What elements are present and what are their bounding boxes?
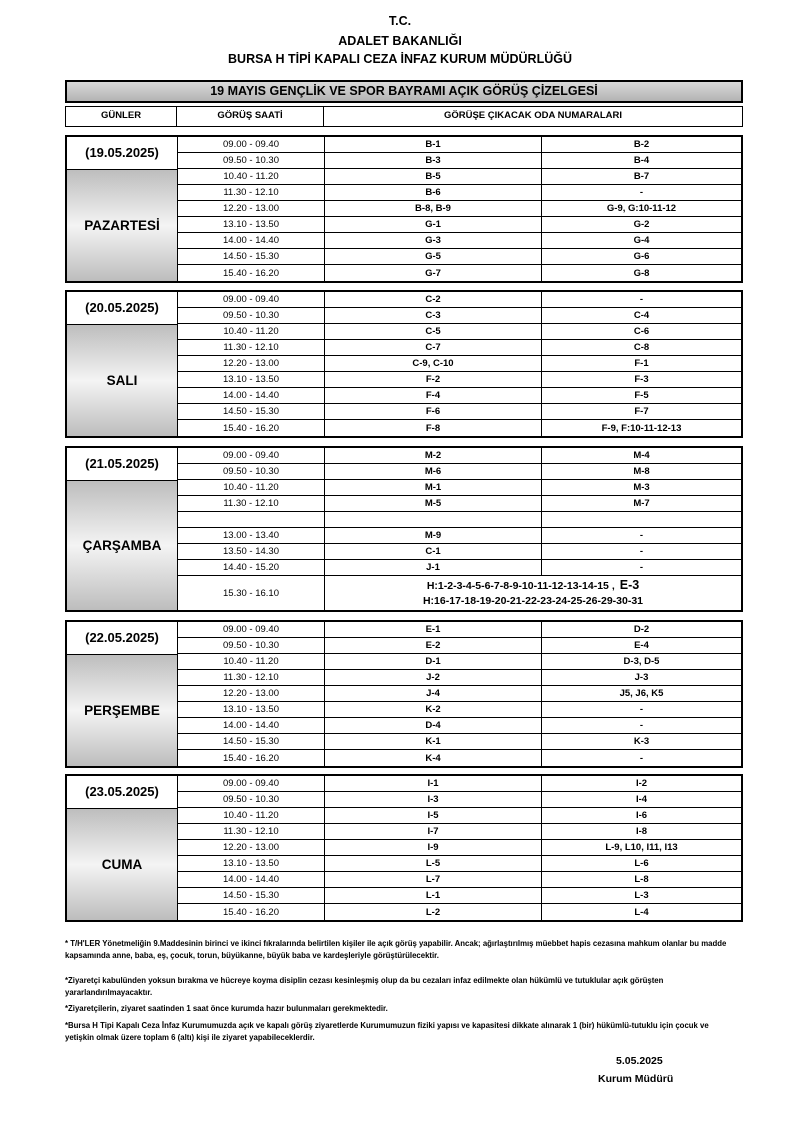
room-group-a: E-2 <box>325 638 542 653</box>
room-group-a: G-3 <box>325 233 542 248</box>
room-group-b: - <box>639 294 644 305</box>
rooms-line-1-text: H:1-2-3-4-5-6-7-8-9-10-11-12-13-14-15 , <box>426 579 615 592</box>
room-group-b: I-8 <box>635 826 648 837</box>
visit-time: 14.00 - 14.40 <box>178 872 325 887</box>
table-row <box>178 702 741 718</box>
table-row <box>178 622 741 638</box>
table-row <box>178 292 741 308</box>
room-group-b: B-7 <box>633 171 650 182</box>
room-group-a: C-1 <box>325 544 542 559</box>
room-group-b: L-3 <box>634 890 649 901</box>
room-group-a: C-5 <box>325 324 542 339</box>
visit-time: 11.30 - 12.10 <box>178 670 325 685</box>
room-group-b: F-5 <box>634 390 649 401</box>
room-group-b: B-4 <box>633 155 650 166</box>
visit-time: 10.40 - 11.20 <box>178 808 325 823</box>
day-name: CUMA <box>67 809 178 920</box>
room-group-b: D-2 <box>633 624 650 635</box>
room-group-b: I-6 <box>635 810 648 821</box>
table-row <box>178 404 741 420</box>
room-group-b: G-6 <box>633 251 650 262</box>
room-group-b: M-3 <box>633 482 650 493</box>
visit-time: 14.00 - 14.40 <box>178 233 325 248</box>
table-row <box>178 904 741 920</box>
visit-time: 10.40 - 11.20 <box>178 480 325 495</box>
visit-time: 11.30 - 12.10 <box>178 340 325 355</box>
visit-time: 12.20 - 13.00 <box>178 201 325 216</box>
visit-time: 14.50 - 15.30 <box>178 404 325 419</box>
visit-time: 10.40 - 11.20 <box>178 169 325 184</box>
col-header-days: GÜNLER <box>65 106 177 127</box>
visit-time: 13.00 - 13.40 <box>178 528 325 543</box>
visit-time: 09.50 - 10.30 <box>178 153 325 168</box>
visit-time: 12.20 - 13.00 <box>178 356 325 371</box>
visit-time: 09.00 - 09.40 <box>178 622 325 637</box>
room-group-a: B-5 <box>325 169 542 184</box>
room-group-a: L-5 <box>325 856 542 871</box>
visit-time <box>178 512 325 527</box>
day-block <box>65 620 743 768</box>
visit-time: 15.30 - 16.10 <box>178 576 325 610</box>
table-row <box>178 718 741 734</box>
day-name: SALI <box>67 325 178 436</box>
room-group-b <box>542 512 741 527</box>
table-row <box>178 670 741 686</box>
table-row <box>178 686 741 702</box>
room-group-b: I-4 <box>635 794 648 805</box>
visit-time: 15.40 - 16.20 <box>178 420 325 436</box>
table-row <box>178 324 741 340</box>
room-group-a: M-5 <box>325 496 542 511</box>
visit-time: 15.40 - 16.20 <box>178 904 325 920</box>
room-group-a: M-9 <box>325 528 542 543</box>
table-row <box>178 137 741 153</box>
visit-time: 15.40 - 16.20 <box>178 750 325 766</box>
room-group-b: G-2 <box>633 219 650 230</box>
table-row <box>178 792 741 808</box>
room-group-a: C-9, C-10 <box>325 356 542 371</box>
room-group-b: C-4 <box>633 310 650 321</box>
room-group-b: E-4 <box>634 640 649 651</box>
table-row <box>178 233 741 249</box>
rooms-line-1 <box>427 578 639 594</box>
room-group-a: L-1 <box>325 888 542 903</box>
table-row <box>178 480 741 496</box>
visit-time: 09.50 - 10.30 <box>178 308 325 323</box>
room-group-b: B-2 <box>633 139 650 150</box>
day-name: ÇARŞAMBA <box>67 481 178 610</box>
room-group-a: I-7 <box>325 824 542 839</box>
table-row <box>178 388 741 404</box>
table-row <box>178 420 741 436</box>
room-group-a: J-1 <box>325 560 542 575</box>
visit-time: 09.50 - 10.30 <box>178 792 325 807</box>
table-row <box>178 201 741 217</box>
table-row <box>178 496 741 512</box>
room-group-a: D-1 <box>325 654 542 669</box>
table-row <box>178 544 741 560</box>
room-group-a: G-7 <box>325 265 542 281</box>
room-group-a: M-2 <box>325 448 542 463</box>
visit-time: 09.00 - 09.40 <box>178 448 325 463</box>
table-row <box>178 153 741 169</box>
room-group-a: L-7 <box>325 872 542 887</box>
col-header-rooms: GÖRÜŞE ÇIKACAK ODA NUMARALARI <box>323 106 743 127</box>
note-2: *Ziyaretçi kabulünden yoksun bırakma ve hücreye koyma disiplin cezası kesinleşmiş olup da bu cezaları infaz edilmekte olan hükümlü ve tutuklular açık görüşten yararlandırılmayacaktır. <box>65 976 664 997</box>
table-row <box>178 340 741 356</box>
room-group-b: F-3 <box>634 374 649 385</box>
room-group-a: K-1 <box>325 734 542 749</box>
visit-time: 11.30 - 12.10 <box>178 824 325 839</box>
note-4: *Bursa H Tipi Kapalı Ceza İnfaz Kurumumuzda açık ve kapalı görüş ziyaretlerde Kurumumuzun fiziki yapısı ve kapasitesi dikkate alınarak 1 (bir) hükümlü-tutuklu için çocuk ve yetişkin olmak üzere toplam 6 (altı) kişi ile ziyaret yapabileceklerdir. <box>65 1021 709 1042</box>
room-group-b: - <box>639 562 644 573</box>
room-group-a: J-2 <box>325 670 542 685</box>
rooms-wide-cell <box>325 576 741 610</box>
room-group-b: - <box>639 187 644 198</box>
table-row <box>178 448 741 464</box>
room-group-a: C-3 <box>325 308 542 323</box>
room-group-a: M-6 <box>325 464 542 479</box>
room-group-b: - <box>639 752 644 764</box>
table-row <box>178 185 741 201</box>
room-group-a: F-2 <box>325 372 542 387</box>
room-group-b: L-6 <box>634 858 649 869</box>
room-group-a: J-4 <box>325 686 542 701</box>
visit-time: 12.20 - 13.00 <box>178 686 325 701</box>
room-group-b: - <box>639 720 644 731</box>
day-block <box>65 290 743 438</box>
table-row <box>178 750 741 766</box>
room-group-a: K-2 <box>325 702 542 717</box>
visit-time: 10.40 - 11.20 <box>178 654 325 669</box>
table-row <box>178 872 741 888</box>
room-group-b: G-8 <box>633 267 650 279</box>
table-row <box>178 308 741 324</box>
room-group-b: G-9, G:10-11-12 <box>606 203 677 214</box>
visit-time: 11.30 - 12.10 <box>178 185 325 200</box>
room-group-b: K-3 <box>633 736 650 747</box>
day-date: (19.05.2025) <box>67 137 178 170</box>
room-group-a: F-4 <box>325 388 542 403</box>
table-row <box>178 464 741 480</box>
room-group-a: L-2 <box>325 904 542 920</box>
room-group-b: M-7 <box>633 498 650 509</box>
room-group-a: B-6 <box>325 185 542 200</box>
room-group-b: J5, J6, K5 <box>619 688 664 699</box>
room-group-a: K-4 <box>325 750 542 766</box>
room-group-b: F-9, F:10-11-12-13 <box>601 422 682 434</box>
table-row <box>178 512 741 528</box>
visit-time: 14.40 - 15.20 <box>178 560 325 575</box>
table-row <box>178 808 741 824</box>
visit-time: 13.10 - 13.50 <box>178 372 325 387</box>
col-header-time: GÖRÜŞ SAATİ <box>176 106 324 127</box>
room-group-a: B-1 <box>325 137 542 152</box>
table-row <box>178 888 741 904</box>
visit-time: 14.00 - 14.40 <box>178 388 325 403</box>
visit-time: 12.20 - 13.00 <box>178 840 325 855</box>
visit-time: 15.40 - 16.20 <box>178 265 325 281</box>
room-group-a: C-2 <box>325 292 542 307</box>
room-group-b: C-6 <box>633 326 650 337</box>
table-row <box>178 217 741 233</box>
visit-time: 13.10 - 13.50 <box>178 702 325 717</box>
room-group-a: F-8 <box>325 420 542 436</box>
rooms-line-1-extra: E-3 <box>619 577 640 592</box>
header-ministry: ADALET BAKANLIĞI <box>338 34 462 48</box>
room-group-a: C-7 <box>325 340 542 355</box>
table-row <box>178 265 741 281</box>
table-row <box>178 372 741 388</box>
visit-time: 13.10 - 13.50 <box>178 856 325 871</box>
rooms-line-2: H:16-17-18-19-20-21-22-23-24-25-26-29-30-31 <box>422 594 644 607</box>
table-row <box>178 528 741 544</box>
room-group-b: - <box>639 530 644 541</box>
signature-date: 5.05.2025 <box>616 1055 663 1067</box>
room-group-b: G-4 <box>633 235 650 246</box>
room-group-b: I-2 <box>635 778 648 789</box>
visit-time: 09.50 - 10.30 <box>178 638 325 653</box>
table-row <box>178 638 741 654</box>
room-group-b: J-3 <box>634 672 649 683</box>
visit-time: 13.50 - 14.30 <box>178 544 325 559</box>
room-group-b: C-8 <box>633 342 650 353</box>
room-group-a: M-1 <box>325 480 542 495</box>
room-group-b: M-4 <box>633 450 650 461</box>
visit-time: 14.50 - 15.30 <box>178 888 325 903</box>
day-block <box>65 135 743 283</box>
table-title: 19 MAYIS GENÇLİK VE SPOR BAYRAMI AÇIK GÖRÜŞ ÇİZELGESİ <box>65 80 743 103</box>
table-row <box>178 734 741 750</box>
table-row <box>178 856 741 872</box>
room-group-b: M-8 <box>633 466 650 477</box>
visit-time: 09.00 - 09.40 <box>178 137 325 152</box>
day-block <box>65 446 743 612</box>
room-group-a: D-4 <box>325 718 542 733</box>
visit-time: 14.00 - 14.40 <box>178 718 325 733</box>
visit-time: 14.50 - 15.30 <box>178 249 325 264</box>
room-group-a: I-1 <box>325 776 542 791</box>
table-row <box>178 824 741 840</box>
table-row <box>178 840 741 856</box>
room-group-b: - <box>639 546 644 557</box>
day-date: (22.05.2025) <box>67 622 178 655</box>
header-institution: BURSA H TİPİ KAPALI CEZA İNFAZ KURUM MÜDÜRLÜĞÜ <box>228 52 572 66</box>
room-group-a: I-5 <box>325 808 542 823</box>
visit-time: 14.50 - 15.30 <box>178 734 325 749</box>
day-name: PAZARTESİ <box>67 170 178 281</box>
room-group-a <box>325 512 542 527</box>
room-group-a: F-6 <box>325 404 542 419</box>
room-group-b: F-1 <box>634 358 649 369</box>
room-group-a: B-3 <box>325 153 542 168</box>
room-group-a: B-8, B-9 <box>325 201 542 216</box>
table-row <box>178 560 741 576</box>
visit-time: 13.10 - 13.50 <box>178 217 325 232</box>
day-date: (20.05.2025) <box>67 292 178 325</box>
day-block <box>65 774 743 922</box>
table-row <box>178 776 741 792</box>
visit-time: 09.00 - 09.40 <box>178 776 325 791</box>
visit-time: 11.30 - 12.10 <box>178 496 325 511</box>
room-group-b: D-3, D-5 <box>623 656 660 667</box>
day-date: (23.05.2025) <box>67 776 178 809</box>
room-group-b: L-9, L10, I11, I13 <box>605 842 678 853</box>
day-date: (21.05.2025) <box>67 448 178 481</box>
room-group-a: I-3 <box>325 792 542 807</box>
room-group-a: I-9 <box>325 840 542 855</box>
room-group-a: E-1 <box>325 622 542 637</box>
header-tc: T.C. <box>388 14 412 28</box>
table-row <box>178 249 741 265</box>
table-row <box>178 356 741 372</box>
visit-time: 09.50 - 10.30 <box>178 464 325 479</box>
room-group-b: L-4 <box>634 906 649 918</box>
visit-time: 09.00 - 09.40 <box>178 292 325 307</box>
room-group-b: L-8 <box>634 874 649 885</box>
day-name: PERŞEMBE <box>67 655 178 766</box>
room-group-a: G-5 <box>325 249 542 264</box>
table-row <box>178 576 741 610</box>
note-1: * T/H'LER Yönetmeliğin 9.Maddesinin birinci ve ikinci fıkralarında belirtilen kişiler ile açık görüş yapabilir. Ancak; ağırlaştırılmış müebbet hapis cezasına mahkum olanlar bu madde kapsamında anne, baba, eş, çocuk, torun, büyükanne, büyük baba ve kardeşleriyle görüştürülecektir. <box>65 939 727 960</box>
note-3: *Ziyaretçilerin, ziyaret saatinden 1 saat önce kurumda hazır bulunmaları gerekmektedir. <box>65 1004 388 1013</box>
table-row <box>178 654 741 670</box>
room-group-b: F-7 <box>634 406 649 417</box>
visit-time: 10.40 - 11.20 <box>178 324 325 339</box>
signature-title: Kurum Müdürü <box>598 1073 674 1085</box>
table-row <box>178 169 741 185</box>
room-group-a: G-1 <box>325 217 542 232</box>
room-group-b: - <box>639 704 644 715</box>
